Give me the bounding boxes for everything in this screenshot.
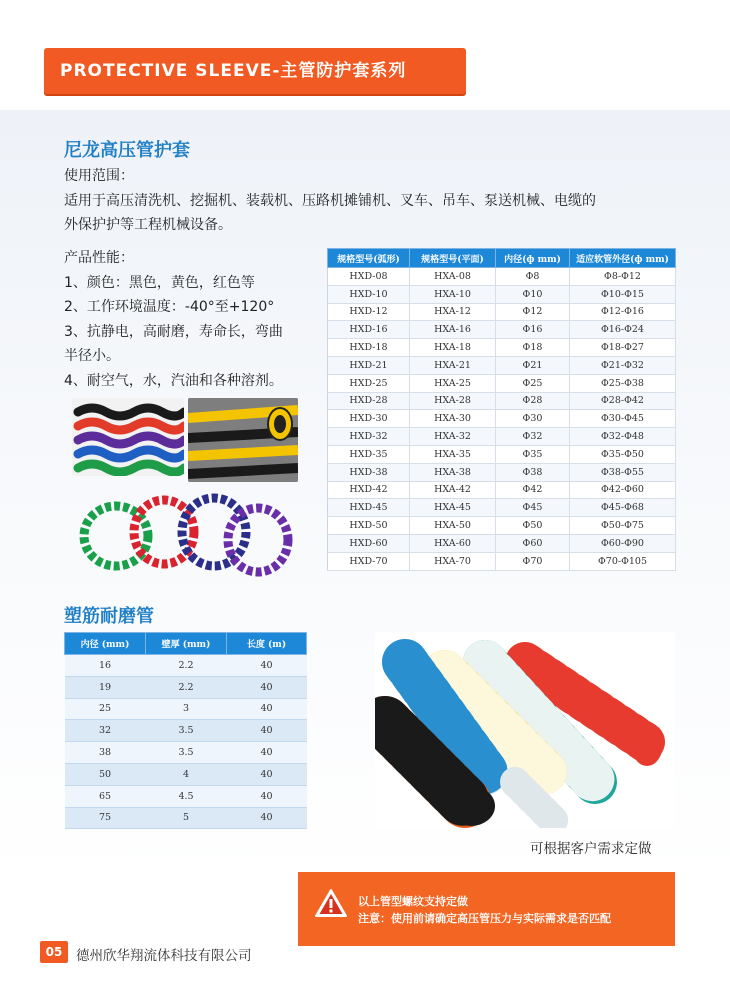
table-cell: HXA-28 <box>410 392 496 410</box>
custom-order-note: 可根据客户需求定做 <box>530 841 652 857</box>
table-cell: Φ21-Φ32 <box>570 356 676 374</box>
section-title-pvc-hose: 塑筋耐磨管 <box>64 606 154 627</box>
table-cell: HXD-16 <box>328 321 410 339</box>
column-header: 规格型号(弧形) <box>328 249 410 268</box>
table-cell: Φ28-Φ42 <box>570 392 676 410</box>
table-cell: HXA-08 <box>410 268 496 286</box>
table-cell: HXA-32 <box>410 428 496 446</box>
table-cell: HXD-10 <box>328 285 410 303</box>
table-row <box>328 303 676 321</box>
table-cell: Φ30-Φ45 <box>570 410 676 428</box>
table-cell: Φ38-Φ55 <box>570 463 676 481</box>
table-cell: HXA-45 <box>410 499 496 517</box>
table-cell: 38 <box>65 742 146 764</box>
table-cell: Φ25 <box>496 374 570 392</box>
table-cell: HXA-50 <box>410 517 496 535</box>
table-cell: Φ25-Φ38 <box>570 374 676 392</box>
table-cell: Φ21 <box>496 356 570 374</box>
table-cell: Φ32 <box>496 428 570 446</box>
product-properties <box>64 246 324 393</box>
table-cell: Φ70 <box>496 552 570 570</box>
column-header: 适应软管外径(ф mm) <box>570 249 676 268</box>
column-header: 壁厚 (mm) <box>146 633 227 655</box>
table-cell: Φ70-Φ105 <box>570 552 676 570</box>
table-row <box>65 698 307 720</box>
table-cell: 25 <box>65 698 146 720</box>
table-cell: Φ35-Φ50 <box>570 445 676 463</box>
table-row <box>328 428 676 446</box>
warning-icon <box>314 888 348 922</box>
table-cell: Φ42-Φ60 <box>570 481 676 499</box>
table-cell: Φ10 <box>496 285 570 303</box>
usage-label: 使用范围： <box>64 168 134 184</box>
table-cell: Φ30 <box>496 410 570 428</box>
table-cell: 3.5 <box>146 720 227 742</box>
table-cell: Φ12 <box>496 303 570 321</box>
table-cell: 3 <box>146 698 227 720</box>
column-header: 长度 (m) <box>227 633 307 655</box>
table-cell: Φ8 <box>496 268 570 286</box>
table-cell: HXD-70 <box>328 552 410 570</box>
pvc-hose-spec-table <box>64 632 307 829</box>
properties-label: 产品性能： <box>64 250 134 266</box>
table-cell: HXA-16 <box>410 321 496 339</box>
table-cell: HXA-38 <box>410 463 496 481</box>
table-cell: Φ16 <box>496 321 570 339</box>
warning-box <box>298 872 675 946</box>
table-row <box>328 534 676 552</box>
table-row <box>65 655 307 677</box>
column-header: 内径(ф mm) <box>496 249 570 268</box>
warning-line-2: 注意：使用前请确定高压管压力与实际需求是否匹配 <box>358 912 611 925</box>
table-cell: 19 <box>65 676 146 698</box>
table-row <box>65 785 307 807</box>
table-cell: 40 <box>227 676 307 698</box>
table-row <box>328 481 676 499</box>
company-name: 德州欣华翔流体科技有限公司 <box>76 948 252 964</box>
table-cell: 3.5 <box>146 742 227 764</box>
column-header: 内径 (mm) <box>65 633 146 655</box>
table-cell: Φ18-Φ27 <box>570 339 676 357</box>
table-cell: Φ45 <box>496 499 570 517</box>
table-cell: Φ18 <box>496 339 570 357</box>
table-cell: Φ50-Φ75 <box>570 517 676 535</box>
table-header-row <box>328 249 676 268</box>
table-cell: 16 <box>65 655 146 677</box>
table-cell: Φ60-Φ90 <box>570 534 676 552</box>
table-cell: HXA-12 <box>410 303 496 321</box>
table-cell: Φ10-Φ15 <box>570 285 676 303</box>
table-cell: Φ45-Φ68 <box>570 499 676 517</box>
table-cell: HXA-21 <box>410 356 496 374</box>
table-row <box>328 285 676 303</box>
table-cell: 40 <box>227 785 307 807</box>
table-cell: HXD-08 <box>328 268 410 286</box>
table-cell: Φ35 <box>496 445 570 463</box>
table-row <box>65 720 307 742</box>
property-item: 3、抗静电，高耐磨，寿命长，弯曲 <box>64 323 283 340</box>
table-cell: HXD-12 <box>328 303 410 321</box>
table-cell: 32 <box>65 720 146 742</box>
table-row <box>65 807 307 829</box>
property-item: 1、颜色：黑色，黄色，红色等 <box>64 274 255 291</box>
table-header-row <box>65 633 307 655</box>
table-cell: 40 <box>227 655 307 677</box>
table-cell: HXA-60 <box>410 534 496 552</box>
table-cell: HXD-32 <box>328 428 410 446</box>
table-row <box>328 392 676 410</box>
table-cell: Φ8-Φ12 <box>570 268 676 286</box>
table-row <box>65 763 307 785</box>
table-cell: HXD-30 <box>328 410 410 428</box>
table-cell: HXD-42 <box>328 481 410 499</box>
table-cell: 2.2 <box>146 676 227 698</box>
table-cell: 2.2 <box>146 655 227 677</box>
table-cell: HXD-25 <box>328 374 410 392</box>
table-cell: 50 <box>65 763 146 785</box>
property-item: 4、耐空气，水，汽油和各种溶剂。 <box>64 372 283 389</box>
table-row <box>328 374 676 392</box>
table-cell: HXA-42 <box>410 481 496 499</box>
photo-coiled-sleeves <box>72 398 184 476</box>
table-row <box>328 410 676 428</box>
table-cell: HXD-60 <box>328 534 410 552</box>
column-header: 规格型号(平面) <box>410 249 496 268</box>
property-item: 2、工作环境温度：-40°至+120° <box>64 299 275 315</box>
table-cell: 40 <box>227 742 307 764</box>
photo-yellow-sleeves <box>188 398 298 482</box>
table-cell: HXD-21 <box>328 356 410 374</box>
photo-colored-rings <box>72 484 298 580</box>
table-row <box>328 445 676 463</box>
table-cell: Φ28 <box>496 392 570 410</box>
table-cell: Φ38 <box>496 463 570 481</box>
banner-title: PROTECTIVE SLEEVE-主管防护套系列 <box>60 61 407 81</box>
section-title-nylon-sleeve: 尼龙高压管护套 <box>64 140 190 161</box>
table-row <box>328 552 676 570</box>
table-cell: 40 <box>227 698 307 720</box>
warning-line-1: 以上管型螺纹支持定做 <box>358 895 468 908</box>
table-cell: Φ60 <box>496 534 570 552</box>
table-cell: HXD-28 <box>328 392 410 410</box>
nylon-sleeve-spec-table <box>327 248 676 571</box>
table-cell: HXA-18 <box>410 339 496 357</box>
table-cell: 75 <box>65 807 146 829</box>
page-number: 05 <box>40 941 68 963</box>
table-cell: 40 <box>227 807 307 829</box>
table-cell: 65 <box>65 785 146 807</box>
table-cell: 40 <box>227 763 307 785</box>
table-row <box>328 463 676 481</box>
table-cell: 4 <box>146 763 227 785</box>
table-cell: Φ12-Φ16 <box>570 303 676 321</box>
table-cell: 4.5 <box>146 785 227 807</box>
table-cell: Φ32-Φ48 <box>570 428 676 446</box>
table-cell: HXD-45 <box>328 499 410 517</box>
table-row <box>328 321 676 339</box>
table-cell: Φ50 <box>496 517 570 535</box>
property-item: 半径小。 <box>64 348 120 364</box>
table-cell: HXA-10 <box>410 285 496 303</box>
table-cell: Φ16-Φ24 <box>570 321 676 339</box>
table-cell: HXA-25 <box>410 374 496 392</box>
table-row <box>328 499 676 517</box>
table-row <box>65 676 307 698</box>
table-cell: HXD-50 <box>328 517 410 535</box>
table-row <box>328 268 676 286</box>
page-banner <box>44 48 466 94</box>
table-row <box>65 742 307 764</box>
usage-line-2: 外保护护等工程机械设备。 <box>64 217 232 233</box>
table-cell: HXD-35 <box>328 445 410 463</box>
table-cell: HXD-38 <box>328 463 410 481</box>
table-cell: HXD-18 <box>328 339 410 357</box>
table-row <box>328 356 676 374</box>
table-row <box>328 517 676 535</box>
table-cell: HXA-30 <box>410 410 496 428</box>
table-cell: HXA-35 <box>410 445 496 463</box>
photo-pvc-hoses <box>375 632 675 828</box>
table-cell: Φ42 <box>496 481 570 499</box>
table-cell: 5 <box>146 807 227 829</box>
table-cell: 40 <box>227 720 307 742</box>
table-row <box>328 339 676 357</box>
usage-line-1: 适用于高压清洗机、挖掘机、装载机、压路机摊铺机、叉车、吊车、泵送机械、电缆的 <box>64 193 596 209</box>
table-cell: HXA-70 <box>410 552 496 570</box>
